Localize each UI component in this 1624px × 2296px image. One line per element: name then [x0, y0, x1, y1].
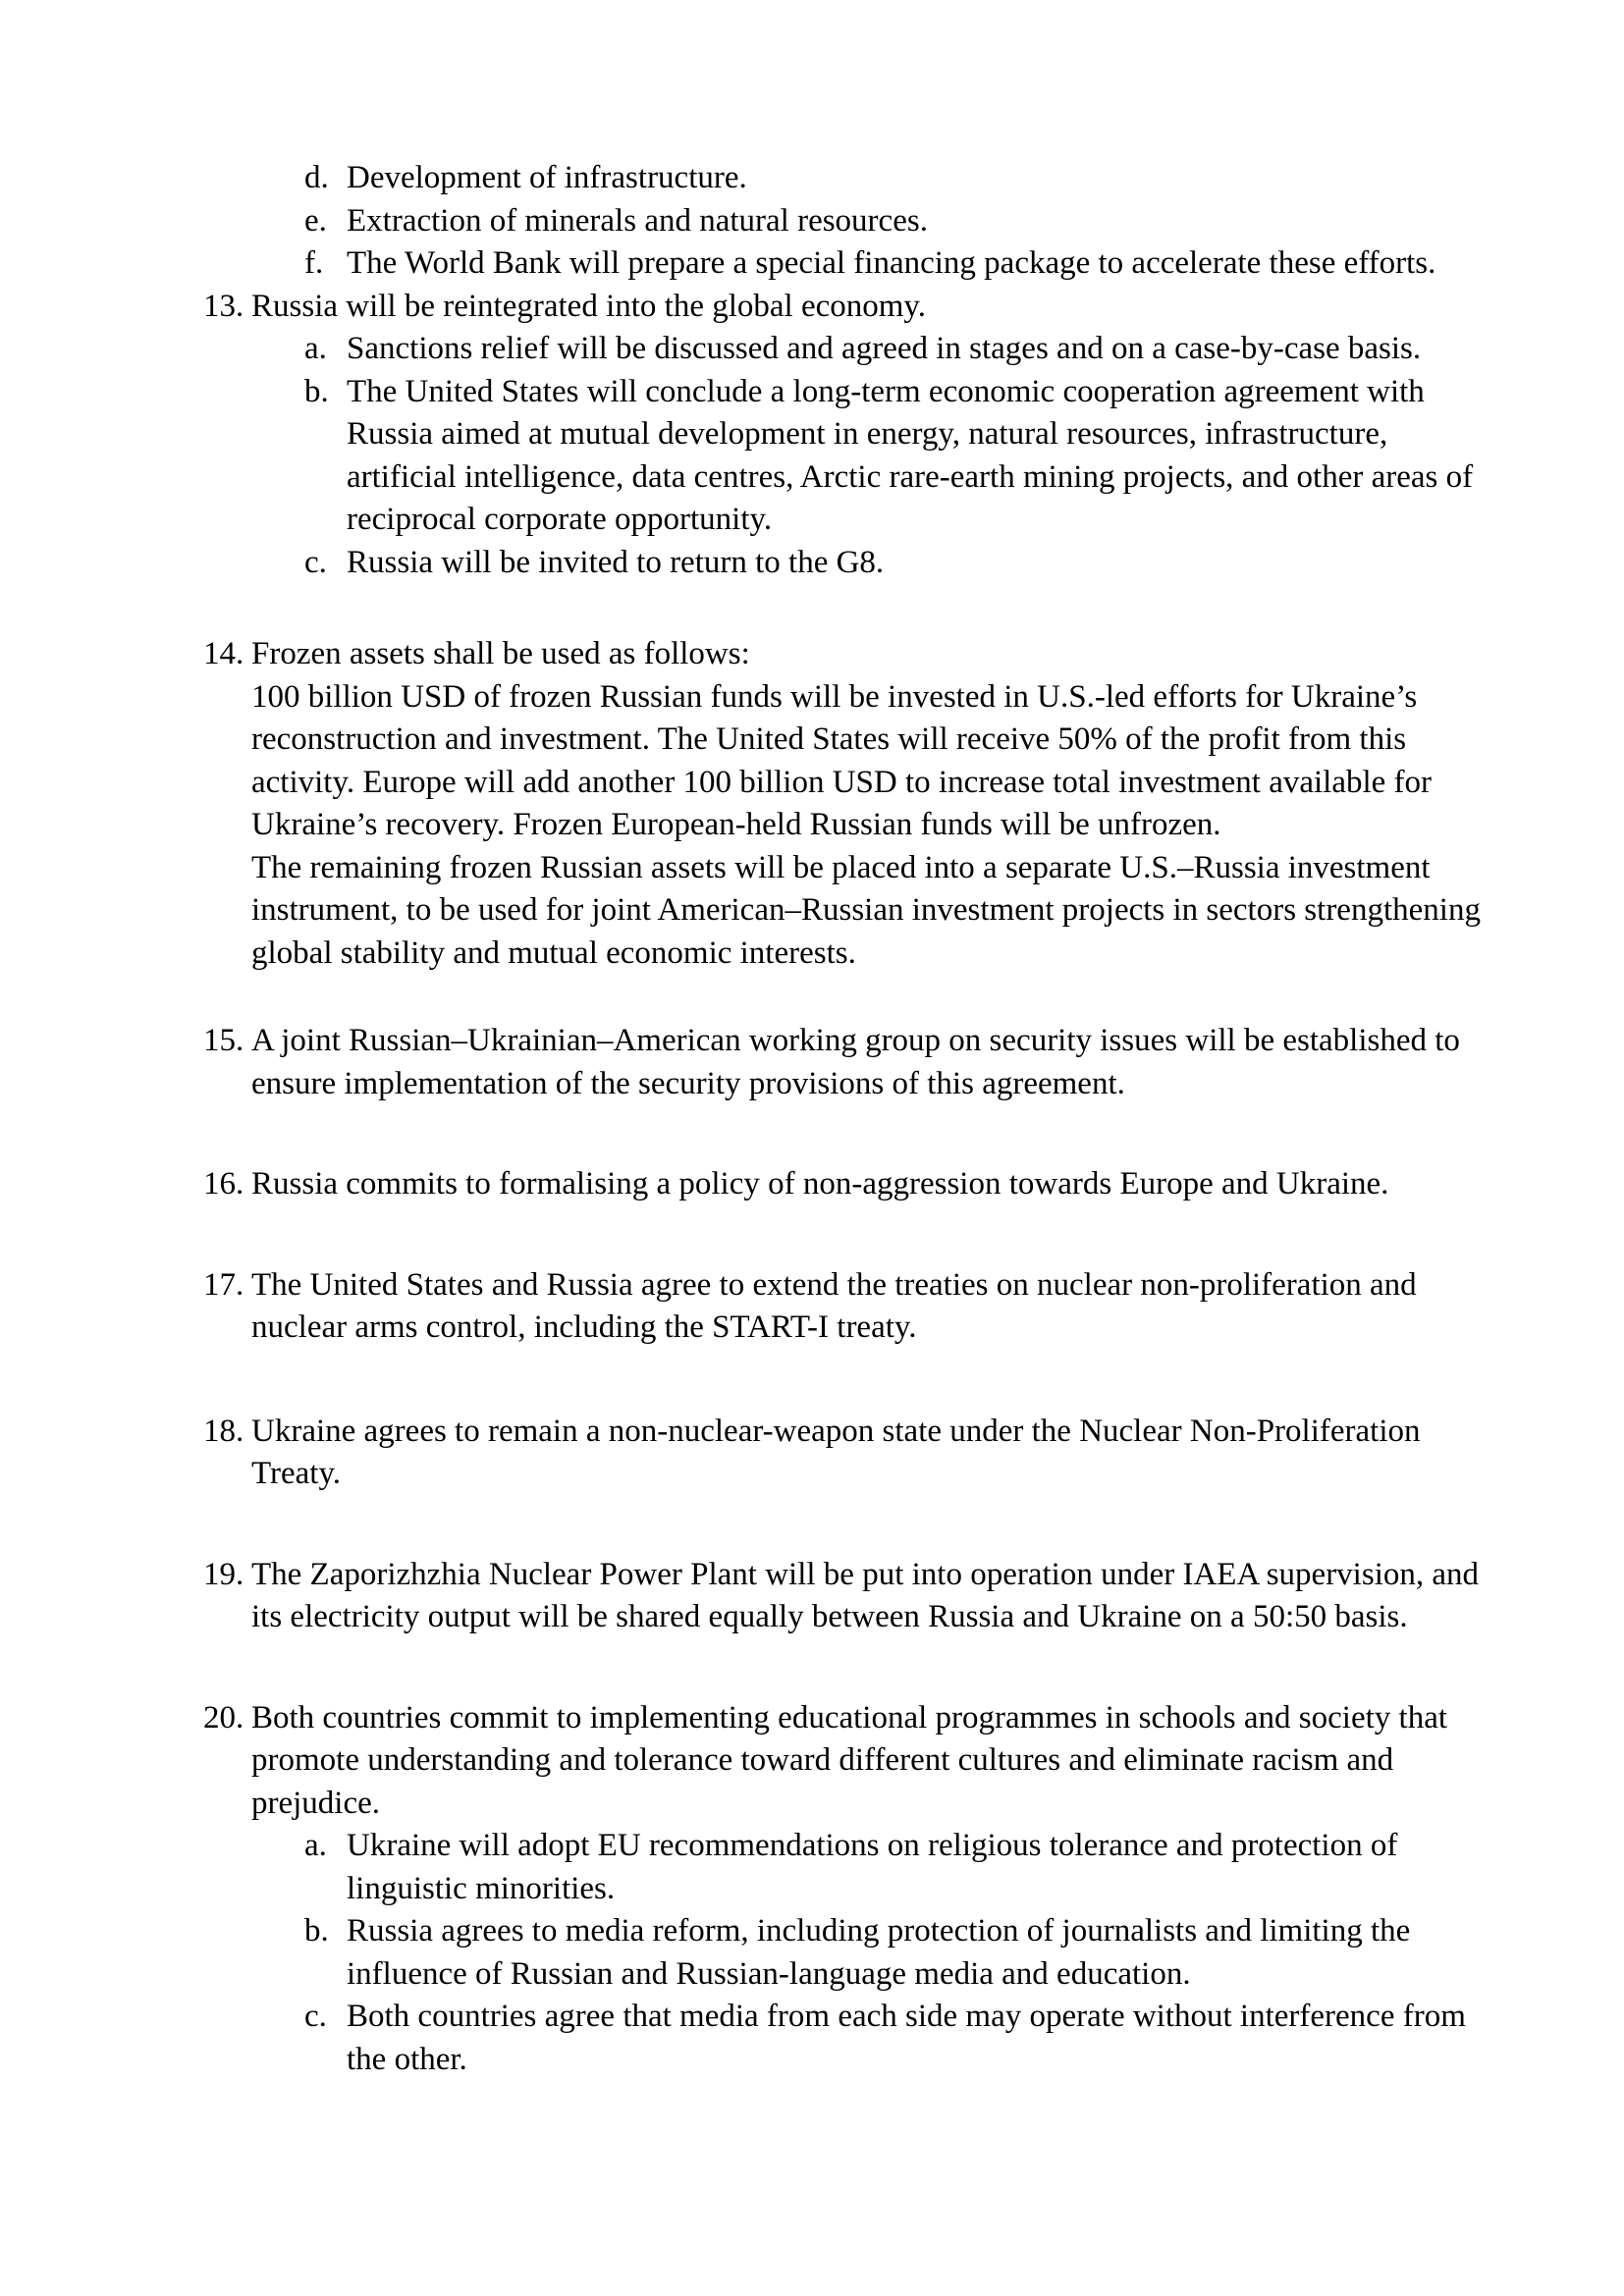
- item-text: Ukraine agrees to remain a non-nuclear-weapon state under the Nuclear Non-Proliferation Treaty.: [251, 1413, 1421, 1491]
- item-text: Both countries commit to implementing educational programmes in schools and society that promote understanding and tolerance toward different cultures and eliminate racism and prejudice.: [251, 1699, 1448, 1821]
- list-item-20: [203, 1697, 1489, 2082]
- sub-item-13c: [304, 542, 1481, 585]
- sub-item-text: Development of infrastructure.: [347, 160, 747, 195]
- sub-item-marker: c.: [304, 544, 327, 580]
- sub-item-marker: d.: [304, 160, 329, 195]
- item-number: 17.: [203, 1266, 244, 1303]
- sub-item-13a: [304, 328, 1481, 371]
- item-text: Russia commits to formalising a policy of non-aggression towards Europe and Ukraine.: [251, 1166, 1389, 1201]
- sub-item-marker: b.: [304, 1913, 329, 1949]
- item-text: The Zaporizhzhia Nuclear Power Plant will be put into operation under IAEA supervision, and its electricity output will be shared equally between Russia and Ukraine on a 50:50 basis.: [251, 1556, 1480, 1634]
- list-item-19: [203, 1554, 1489, 1639]
- item-number: 13.: [203, 288, 244, 324]
- sub-item-20b: [304, 1910, 1481, 1996]
- item-number: 14.: [203, 636, 244, 671]
- item-body: [251, 1697, 1481, 2082]
- list-item-15: [203, 1020, 1489, 1105]
- list-item-16: [203, 1163, 1489, 1206]
- sub-item-e: [304, 200, 1489, 243]
- item-paragraph: The remaining frozen Russian assets will be placed into a separate U.S.–Russia investment instrument, to be used for joint American–Russian investment projects in sectors strengthening global stability and mutual economic interests.: [251, 849, 1481, 971]
- sub-item-marker: b.: [304, 373, 329, 409]
- item-body: [251, 286, 1481, 585]
- sub-item-20a: [304, 1825, 1481, 1910]
- item-paragraph: 100 billion USD of frozen Russian funds will be invested in U.S.-led efforts for Ukraine’s reconstruction and investment. The United States will receive 50% of the profit from this activity. Europe will add another 100 billion USD to increase total investment available for Ukraine’s recovery. Frozen European-held Russian funds will be unfrozen.: [251, 678, 1433, 842]
- sub-item-text: Ukraine will adopt EU recommendations on religious tolerance and protection of linguistic minorities.: [347, 1828, 1398, 1906]
- sub-item-text: Extraction of minerals and natural resources.: [347, 202, 928, 239]
- list-item-18: [203, 1411, 1489, 1496]
- list-item-13: [203, 286, 1489, 585]
- item-body: [251, 1020, 1481, 1105]
- sub-item-marker: c.: [304, 1999, 327, 2034]
- sub-item-d: [304, 157, 1489, 200]
- item-body: [251, 1554, 1481, 1639]
- list-item-14: [203, 633, 1489, 975]
- sub-item-marker: e.: [304, 202, 327, 239]
- item-text: A joint Russian–Ukrainian–American working group on security issues will be established to ensure implementation of the security provisions of this agreement.: [251, 1023, 1460, 1101]
- item-text: Frozen assets shall be used as follows:: [251, 636, 750, 671]
- item-body: [251, 1163, 1481, 1206]
- sub-item-text: Sanctions relief will be discussed and agreed in stages and on a case-by-case basis.: [347, 331, 1422, 366]
- sub-item-13b: [304, 371, 1481, 542]
- sub-item-20c: [304, 1996, 1481, 2081]
- sub-item-marker: a.: [304, 331, 327, 366]
- item-number: 15.: [203, 1023, 244, 1058]
- sub-item-text: Russia agrees to media reform, including protection of journalists and limiting the influence of Russian and Russian-language media and education.: [347, 1913, 1411, 1992]
- sub-item-marker: a.: [304, 1828, 327, 1863]
- item-body: [251, 1411, 1481, 1496]
- item-text: Russia will be reintegrated into the global economy.: [251, 288, 927, 324]
- sub-item-f: [304, 242, 1489, 286]
- item-body: [251, 1264, 1481, 1350]
- document-content: [203, 157, 1489, 2081]
- sub-item-marker: f.: [304, 245, 324, 281]
- sub-item-text: Both countries agree that media from each side may operate without interference from the other.: [347, 1999, 1466, 2077]
- item-number: 16.: [203, 1166, 244, 1201]
- sub-item-text: The World Bank will prepare a special financing package to accelerate these efforts.: [347, 245, 1436, 281]
- list-item-17: [203, 1264, 1489, 1350]
- sub-item-text: The United States will conclude a long-term economic cooperation agreement with Russia aimed at mutual development in energy, natural resources, infrastructure, artificial intelligence, data centres, Arctic rare-earth mining projects, and other areas of reciprocal corporate opportunity.: [347, 373, 1474, 537]
- item-text: The United States and Russia agree to extend the treaties on nuclear non-proliferation and nuclear arms control, including the START-I treaty.: [251, 1266, 1417, 1345]
- item-number: 19.: [203, 1556, 244, 1592]
- item-number: 20.: [203, 1699, 244, 1735]
- item-body: [251, 633, 1481, 975]
- item-number: 18.: [203, 1413, 244, 1449]
- sub-item-text: Russia will be invited to return to the G8.: [347, 544, 885, 580]
